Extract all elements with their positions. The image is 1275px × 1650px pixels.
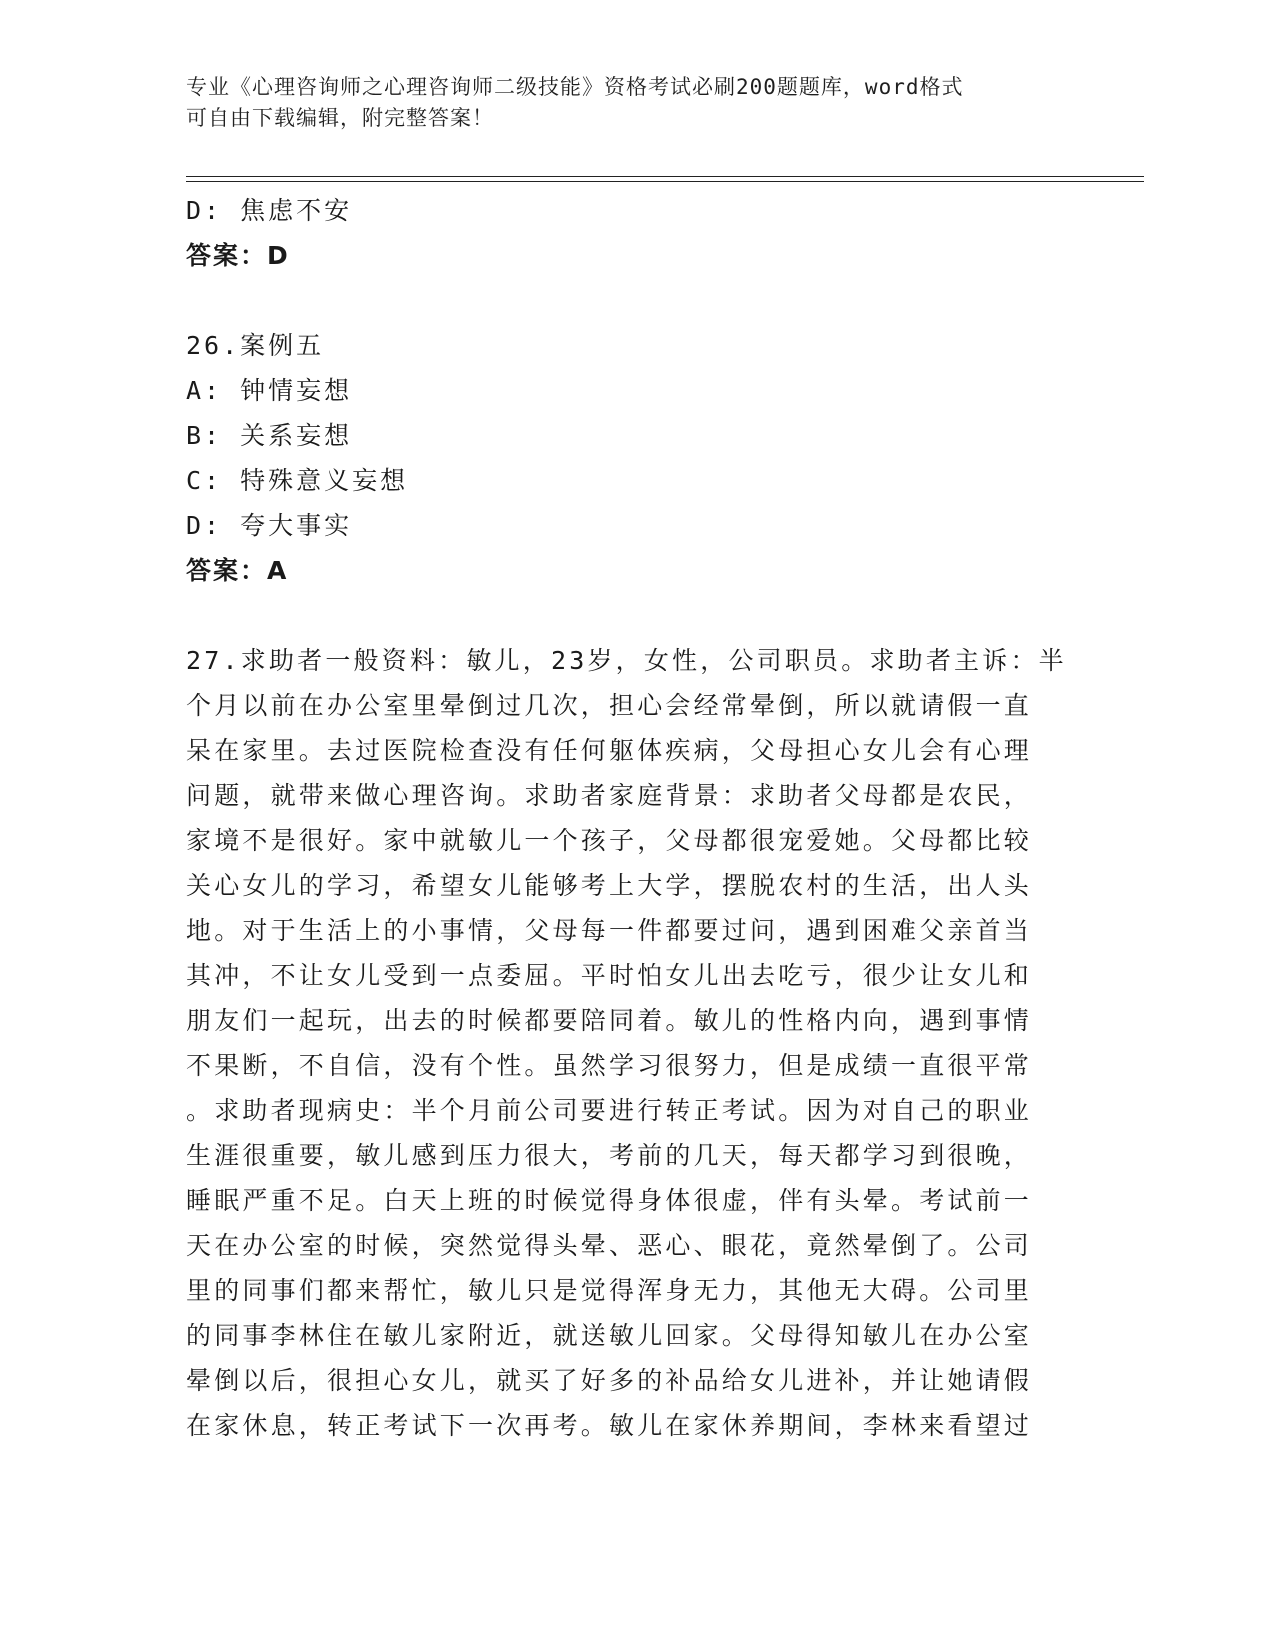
question-content: [186, 188, 1086, 1448]
q26-option-a: A: 钟情妄想: [186, 376, 353, 405]
q26-answer: 答案：A: [186, 556, 289, 585]
q27-line: 生涯很重要，敏儿感到压力很大，考前的几天，每天都学习到很晚，: [186, 1141, 1033, 1170]
spacer: [186, 593, 1086, 638]
q25-option-d: D: 焦虑不安: [186, 196, 353, 225]
q27-line: 不果断，不自信，没有个性。虽然学习很努力，但是成绩一直很平常: [186, 1051, 1033, 1080]
q27-line: 呆在家里。去过医院检查没有任何躯体疾病，父母担心女儿会有心理: [186, 736, 1033, 765]
q27-line: 27.求助者一般资料：敏儿，23岁，女性，公司职员。求助者主诉：半: [186, 646, 1067, 675]
q27-line: 。求助者现病史：半个月前公司要进行转正考试。因为对自己的职业: [186, 1096, 1033, 1125]
q27-line: 在家休息，转正考试下一次再考。敏儿在家休养期间，李林来看望过: [186, 1411, 1033, 1440]
q26-title: 26.案例五: [186, 331, 325, 360]
question-26: [186, 323, 1086, 593]
q27-line: 里的同事们都来帮忙，敏儿只是觉得浑身无力，其他无大碍。公司里: [186, 1276, 1033, 1305]
question-25-tail: [186, 188, 1086, 278]
header-divider-bottom: [186, 181, 1144, 182]
q27-line: 地。对于生活上的小事情，父母每一件都要过问，遇到困难父亲首当: [186, 916, 1033, 945]
q27-line: 朋友们一起玩，出去的时候都要陪同着。敏儿的性格内向，遇到事情: [186, 1006, 1033, 1035]
page-header: [186, 72, 1066, 134]
q26-option-b: B: 关系妄想: [186, 421, 353, 450]
q25-answer: 答案：D: [186, 241, 290, 270]
spacer: [186, 278, 1086, 323]
q27-line: 个月以前在办公室里晕倒过几次，担心会经常晕倒，所以就请假一直: [186, 691, 1033, 720]
q27-line: 问题，就带来做心理咨询。求助者家庭背景：求助者父母都是农民，: [186, 781, 1033, 810]
q27-line: 睡眠严重不足。白天上班的时候觉得身体很虚，伴有头晕。考试前一: [186, 1186, 1033, 1215]
header-divider-top: [186, 176, 1144, 177]
q27-line: 关心女儿的学习，希望女儿能够考上大学，摆脱农村的生活，出人头: [186, 871, 1033, 900]
q27-line: 天在办公室的时候，突然觉得头晕、恶心、眼花，竟然晕倒了。公司: [186, 1231, 1033, 1260]
q27-line: 晕倒以后，很担心女儿，就买了好多的补品给女儿进补，并让她请假: [186, 1366, 1033, 1395]
question-27: [186, 638, 1086, 1448]
q27-line: 家境不是很好。家中就敏儿一个孩子，父母都很宠爱她。父母都比较: [186, 826, 1033, 855]
header-line-2: 可自由下载编辑，附完整答案！: [186, 106, 494, 130]
header-line-1: 专业《心理咨询师之心理咨询师二级技能》资格考试必刷200题题库，word格式: [186, 75, 964, 99]
q26-option-d: D: 夸大事实: [186, 511, 353, 540]
q27-line: 的同事李林住在敏儿家附近，就送敏儿回家。父母得知敏儿在办公室: [186, 1321, 1033, 1350]
q27-line: 其冲，不让女儿受到一点委屈。平时怕女儿出去吃亏，很少让女儿和: [186, 961, 1033, 990]
q26-option-c: C: 特殊意义妄想: [186, 466, 409, 495]
